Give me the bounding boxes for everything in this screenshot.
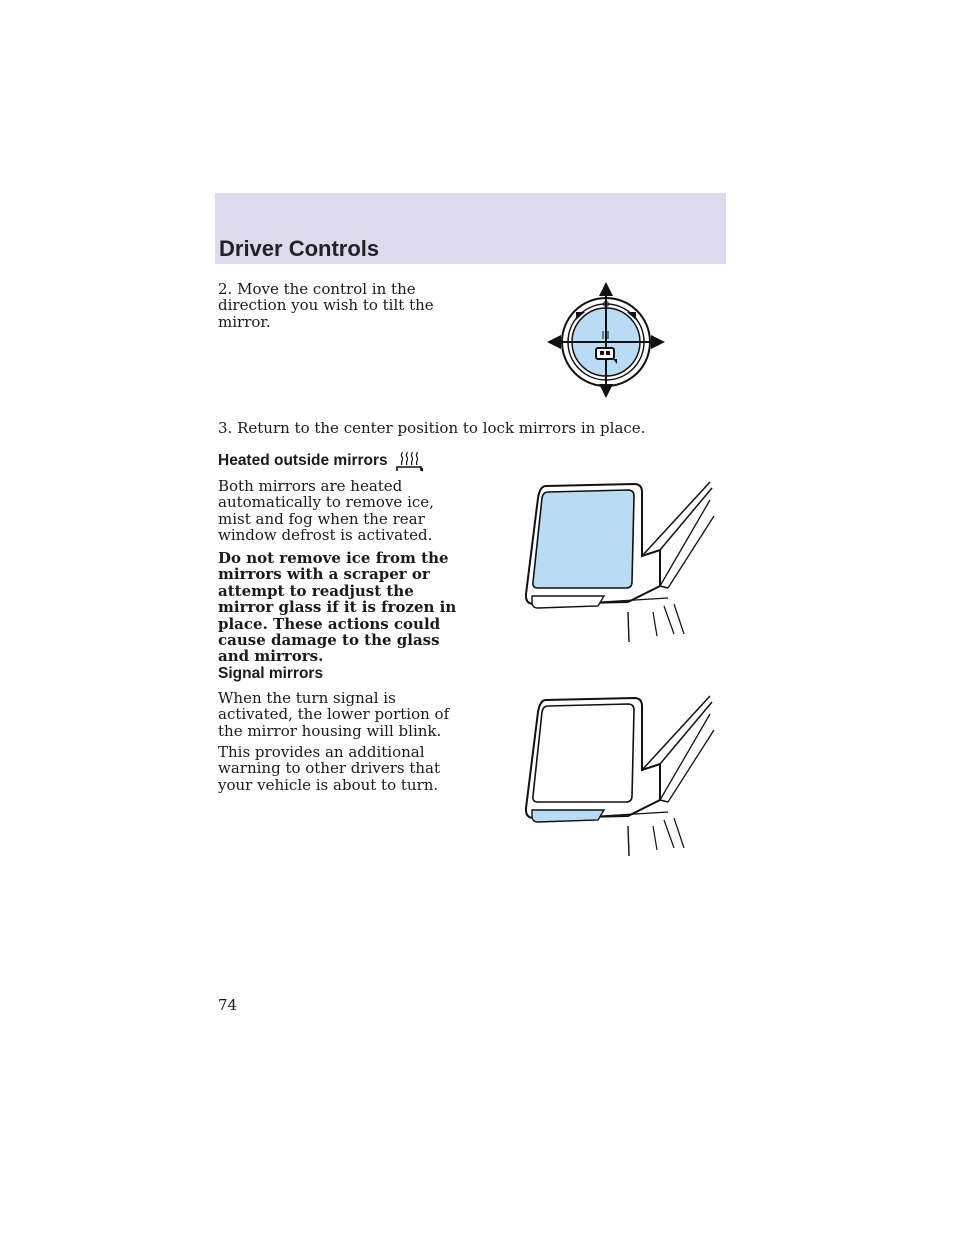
heated-mirror-illustration (518, 478, 718, 644)
mirror-control-diagram (545, 282, 667, 398)
heated-mirrors-warning: Do not remove ice from the mirrors with a scraper or attempt to readjust the mirror glass if it is frozen in place. These actions could cause damage to the glass and mirrors. (218, 549, 457, 666)
signal-mirrors-body-2: This provides an additional warning to other drivers that your vehicle is about to turn. (218, 743, 441, 794)
arrow-down-icon (599, 384, 613, 398)
heated-mirrors-body: Both mirrors are heated automatically to remove ice, mist and fog when the rear window defrost is activated. (218, 477, 434, 545)
mirror-select-icon (596, 348, 614, 359)
mirror-glass-heated (533, 490, 634, 588)
mirror-signal-lens (532, 596, 604, 608)
arrow-left-icon (547, 335, 561, 349)
mirror-signal-lens-lit (532, 810, 604, 822)
arrow-up-icon (599, 282, 613, 296)
signal-mirrors-heading: Signal mirrors (218, 665, 324, 682)
page-number: 74 (218, 996, 238, 1014)
mirror-glass (533, 704, 634, 802)
heated-mirrors-heading: Heated outside mirrors (218, 452, 388, 469)
rear-defrost-icon (394, 451, 424, 473)
signal-mirrors-body-1: When the turn signal is activated, the lower portion of the mirror housing will blink. (218, 689, 450, 740)
arrow-right-icon (651, 335, 665, 349)
step-3-text: 3. Return to the center position to lock mirrors in place. (218, 419, 646, 437)
signal-mirror-illustration (518, 692, 718, 858)
step-2-text: 2. Move the control in the direction you wish to tilt the mirror. (218, 280, 434, 331)
section-title: Driver Controls (219, 236, 380, 261)
